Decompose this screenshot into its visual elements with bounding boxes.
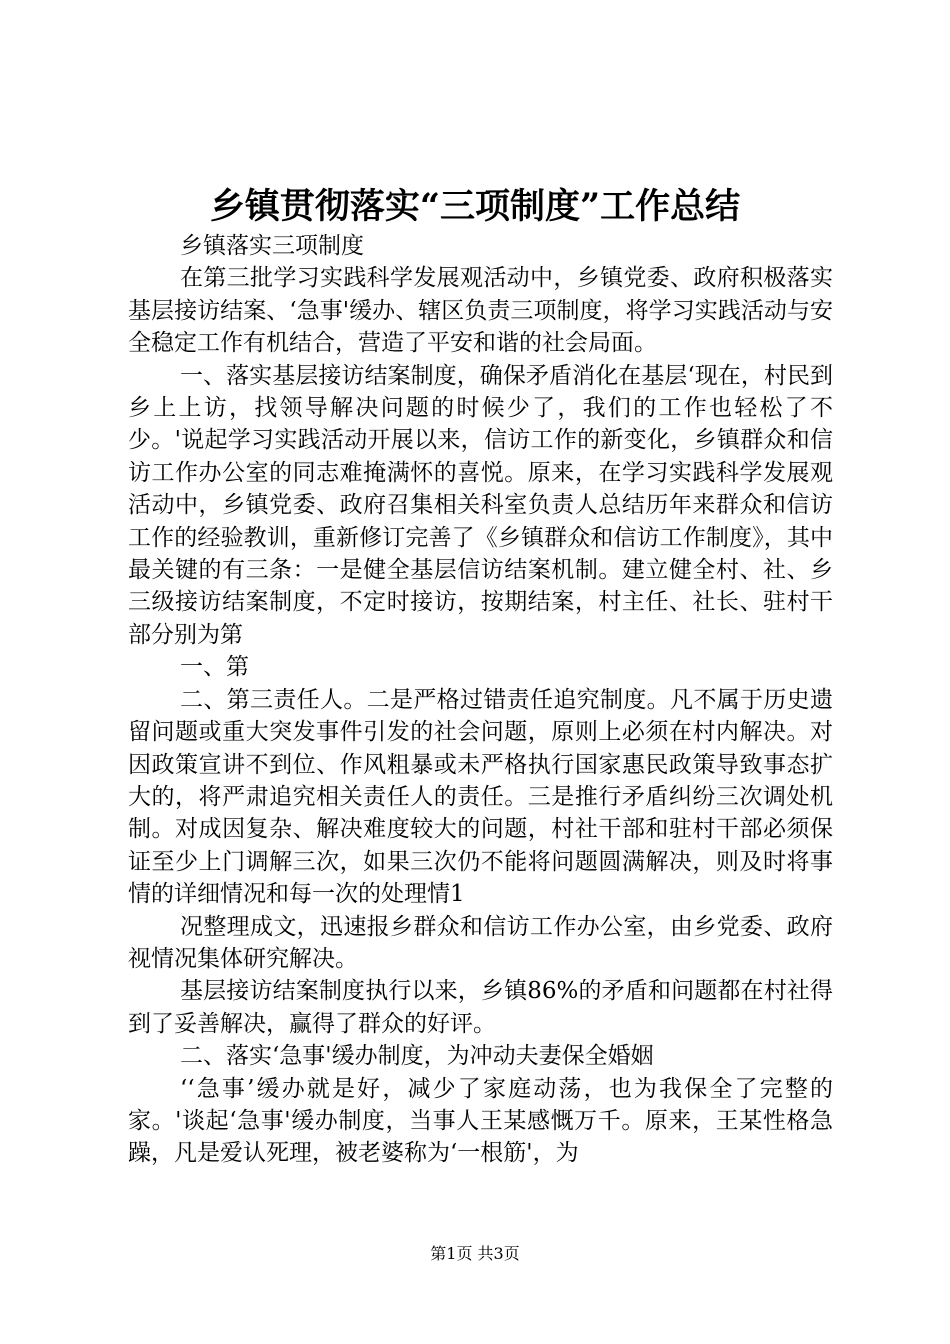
paragraph-fragment-first: 一、第	[180, 654, 249, 681]
paragraph-result: 基层接访结案制度执行以来，乡镇86%的矛盾和问题都在村社得到了妥善解决，赢得了群众的好评。	[128, 978, 833, 1037]
paragraph-intro: 在第三批学习实践科学发展观活动中，乡镇党委、政府积极落实基层接访结案、‘急事'缓办、辖区负责三项制度，将学习实践活动与安全稳定工作有机结合，营造了平安和谐的社会局面。	[128, 265, 833, 357]
page-number-footer: 第1页 共3页	[430, 1244, 520, 1263]
paragraph-section-two-heading: 二、落实‘急事'缓办制度，为冲动夫妻保全婚姻	[180, 1043, 654, 1070]
document-title: 乡镇贯彻落实“三项制度”工作总结	[209, 186, 741, 227]
paragraph-report: 况整理成文，迅速报乡群众和信访工作办公室，由乡党委、政府视情况集体研究解决。	[128, 913, 833, 972]
paragraph-subtitle: 乡镇落实三项制度	[180, 233, 364, 259]
document-body	[128, 230, 833, 1170]
paragraph-responsibility: 二、第三责任人。二是严格过错责任追究制度。凡不属于历史遗留问题或重大突发事件引发的社会问题，原则上必须在村内解决。对因政策宣讲不到位、作风粗暴或未严格执行国家惠民政策导致事态扩大的，将严肃追究相关责任人的责任。三是推行矛盾纠纷三次调处机制。对成因复杂、解决难度较大的问题，村社干部和驻村干部必须保证至少上门调解三次，如果三次仍不能将问题圆满解决，则及时将事情的详细情况和每一次的处理情1	[128, 686, 833, 908]
paragraph-section-one: 一、落实基层接访结案制度，确保矛盾消化在基层‘现在，村民到乡上上访，找领导解决问题的时候少了，我们的工作也轻松了不少。'说起学习实践活动开展以来，信访工作的新变化，乡镇群众和信访工作办公室的同志难掩满怀的喜悦。原来，在学习实践科学发展观活动中，乡镇党委、政府召集相关科室负责人总结历年来群众和信访工作的经验教训，重新修订完善了《乡镇群众和信访工作制度》，其中最关键的有三条：一是健全基层信访结案机制。建立健全村、社、乡三级接访结案制度，不定时接访，按期结案，村主任、社长、驻村干部分别为第	[128, 362, 833, 648]
paragraph-section-two-story: ‘‘急事’缓办就是好，减少了家庭动荡，也为我保全了完整的家。'谈起‘急事'缓办制度，当事人王某感慨万千。原来，王某性格急躁，凡是爱认死理，被老婆称为‘一根筋'，为	[128, 1075, 833, 1167]
